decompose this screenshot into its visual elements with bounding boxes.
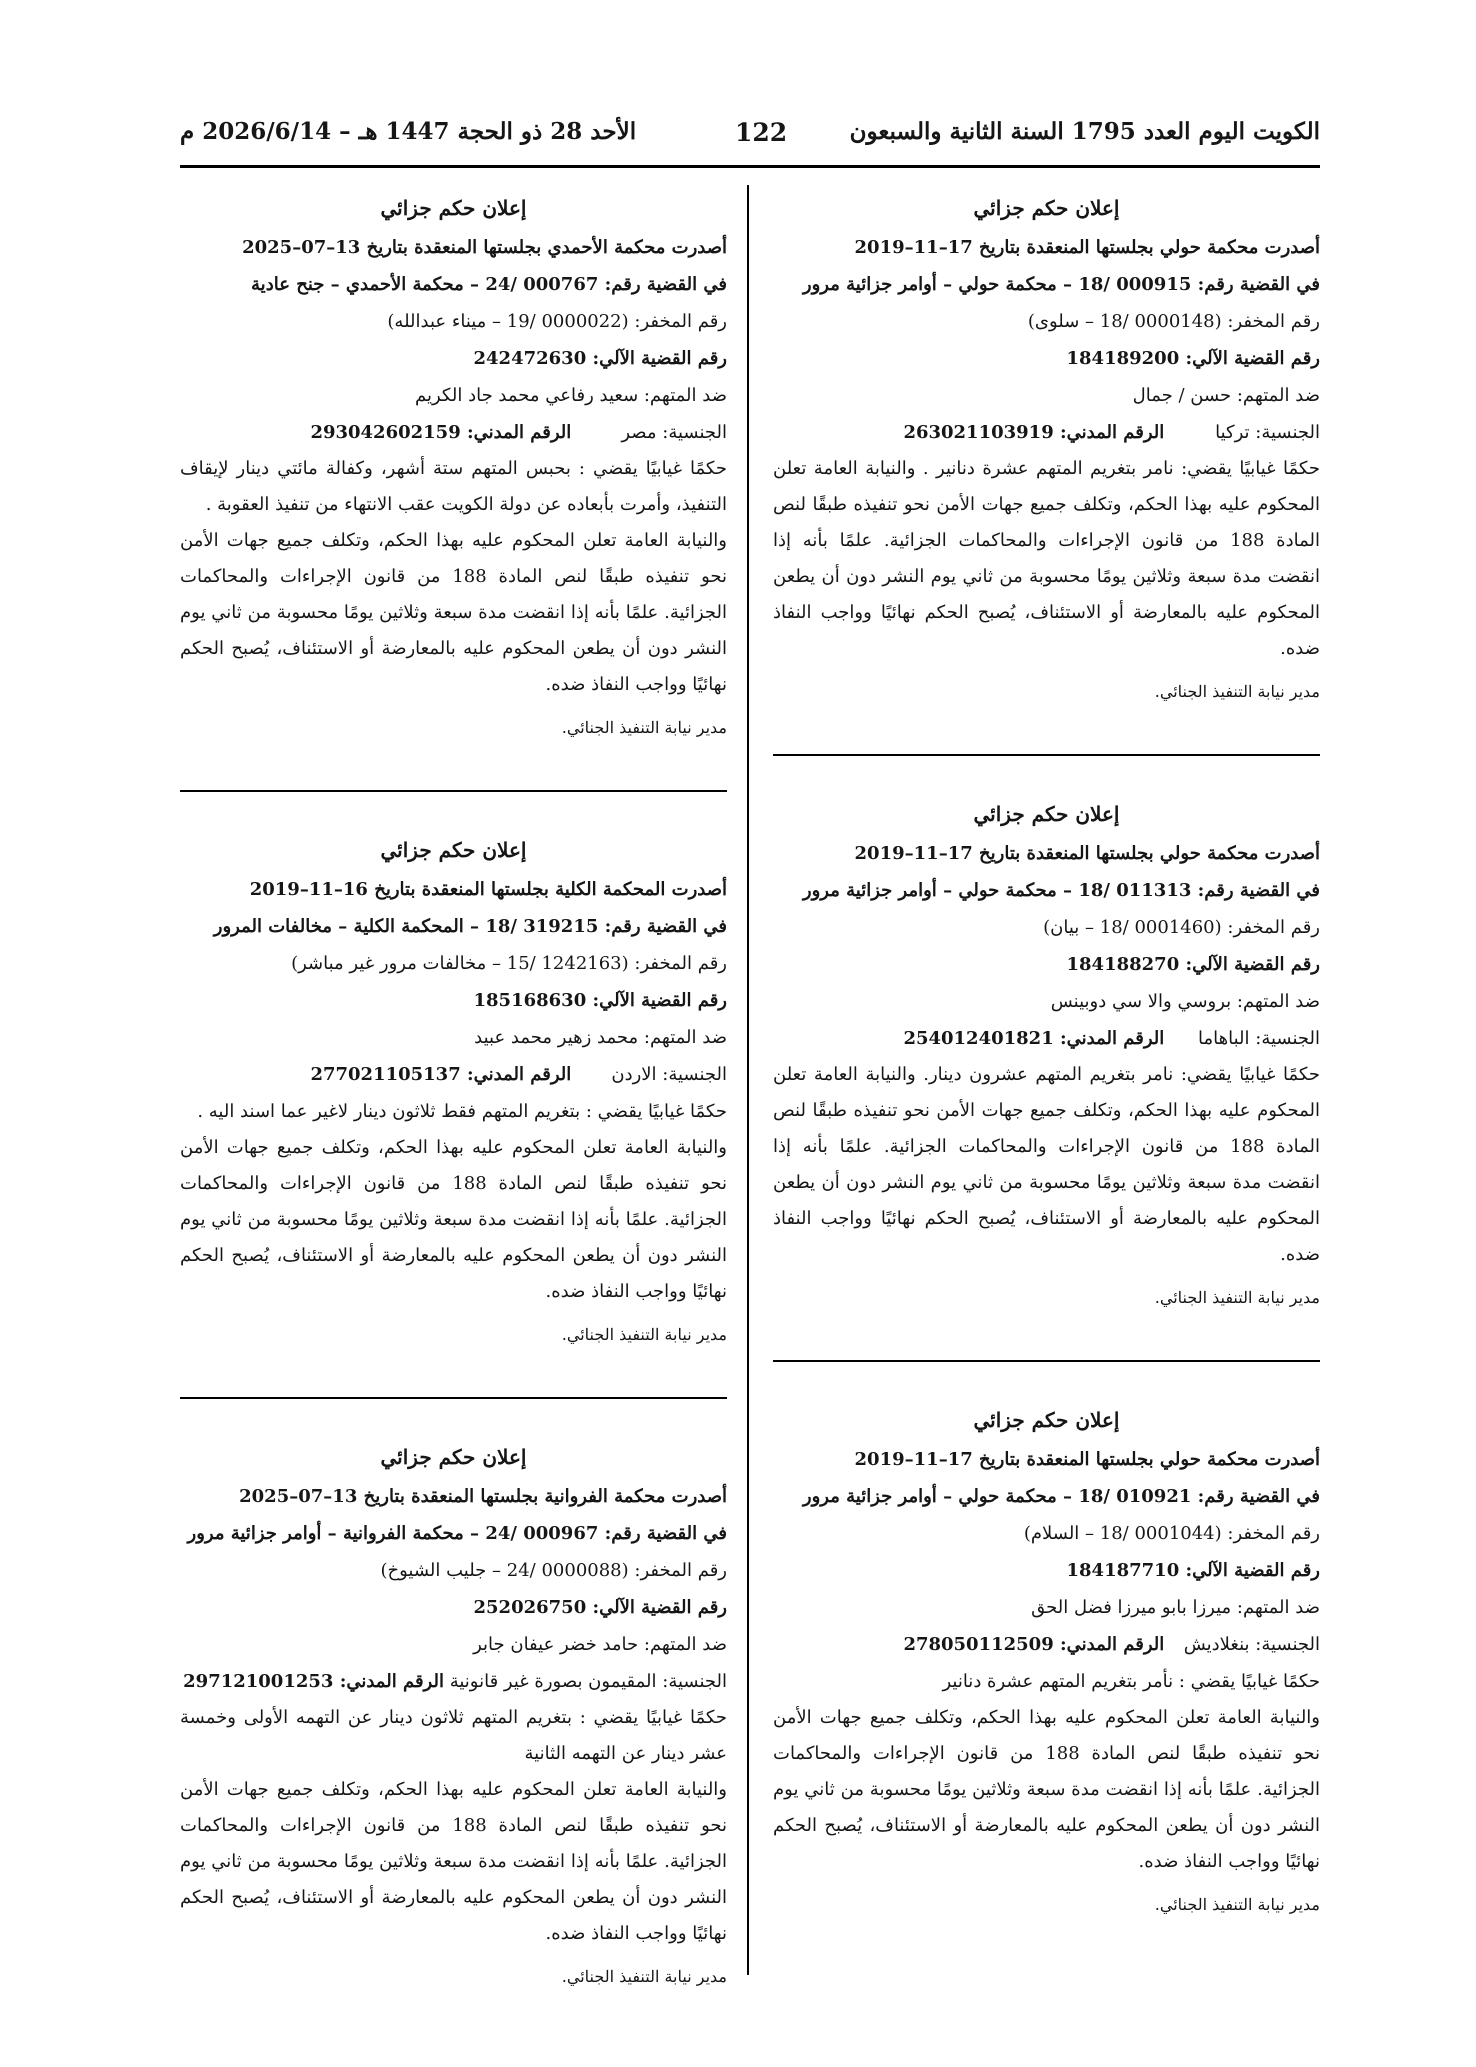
station-number: رقم المخفر: (0001460 /18 – بيان)	[1043, 917, 1320, 938]
issue-date: الأحد 28 ذو الحجة 1447 هـ – 2026/6/14 م	[180, 118, 637, 145]
notice-title: إعلان حكم جزائي	[973, 1408, 1120, 1432]
case-number: في القضية رقم: 000967 /24 – محكمة الفروانية – أوامر جزائية مرور	[187, 1523, 727, 1544]
signature: مدير نيابة التنفيذ الجنائي.	[1154, 1895, 1320, 1914]
defendant: ضد المتهم: حامد خضر عيفان جابر	[473, 1634, 727, 1655]
court-line: أصدرت المحكمة الكلية بجلستها المنعقدة بتاريخ 16–11–2019	[249, 879, 727, 900]
nationality: الجنسية: المقيمون بصورة غير قانونية	[449, 1671, 727, 1692]
nationality: الجنسية: بنغلاديش	[1183, 1634, 1320, 1655]
civil-id: الرقم المدني: 297121001253	[183, 1671, 444, 1692]
notice-body: والنيابة العامة تعلن المحكوم عليه بهذا الحكم، وتكلف جميع جهات الأمن نحو تنفيذه طبقًا لنص المادة 188 من قانون الإجراءات والمحاكمات الجزائية. علمًا بأنه إذا انقضت مدة سبعة وثلاثين يومًا محسوبة من ثاني يوم النشر دون أن يطعن المحكوم عليه بالمعارضة أو الاستئناف، يُصبح الحكم نهائيًا وواجب النفاذ ضده.	[180, 1137, 727, 1302]
signature: مدير نيابة التنفيذ الجنائي.	[561, 718, 727, 737]
notice-title: إعلان حكم جزائي	[380, 838, 527, 862]
right-column	[773, 190, 1320, 1923]
notice-separator	[180, 1397, 727, 1399]
defendant: ضد المتهم: بروسي والا سي دوبينس	[1050, 991, 1320, 1012]
court-line: أصدرت محكمة الأحمدي بجلستها المنعقدة بتاريخ 13–07–2025	[242, 237, 727, 258]
case-number: في القضية رقم: 000767 /24 – محكمة الأحمدي – جنح عادية	[251, 274, 727, 295]
judgment-text: حكمًا غيابيًا يقضي : بتغريم المتهم ثلاثون دينار عن التهمه الأولى وخمسة عشر دينار عن التهمه الثانية	[180, 1707, 727, 1764]
civil-id: الرقم المدني: 254012401821	[903, 1028, 1165, 1049]
notice-separator	[773, 1360, 1320, 1362]
nationality: الجنسية: الباهاما	[1198, 1028, 1320, 1049]
judgment-notice	[773, 1402, 1320, 1923]
station-number: رقم المخفر: (0000022 /19 – ميناء عبدالله)	[387, 311, 727, 332]
case-number: في القضية رقم: 319215 /18 – المحكمة الكلية – مخالفات المرور	[213, 916, 727, 937]
civil-id: الرقم المدني: 293042602159	[310, 422, 572, 443]
judgment-notice	[773, 190, 1320, 710]
court-line: أصدرت محكمة حولي بجلستها المنعقدة بتاريخ 17–11–2019	[854, 237, 1320, 258]
defendant: ضد المتهم: ميرزا بابو ميرزا فضل الحق	[1031, 1597, 1320, 1618]
judgment-notice	[180, 1439, 727, 1995]
column-divider	[747, 185, 749, 1975]
nationality: الجنسية: مصر	[621, 422, 727, 443]
station-number: رقم المخفر: (0001044 /18 – السلام)	[1023, 1523, 1320, 1544]
signature: مدير نيابة التنفيذ الجنائي.	[561, 1325, 727, 1344]
civil-id: الرقم المدني: 263021103919	[903, 422, 1165, 443]
civil-id: الرقم المدني: 277021105137	[310, 1064, 572, 1085]
defendant: ضد المتهم: محمد زهير محمد عبيد	[474, 1027, 727, 1048]
case-number: في القضية رقم: 000915 /18 – محكمة حولي – أوامر جزائية مرور	[802, 274, 1320, 295]
auto-case-number: رقم القضية الآلي: 242472630	[473, 348, 727, 369]
auto-case-number: رقم القضية الآلي: 185168630	[473, 990, 727, 1011]
civil-id: الرقم المدني: 278050112509	[903, 1634, 1165, 1655]
judgment-text: حكمًا غيابيًا يقضي : بتغريم المتهم فقط ثلاثون دينار لاغير عما اسند اليه .	[197, 1101, 727, 1122]
notice-title: إعلان حكم جزائي	[380, 1445, 527, 1469]
judgment-text: حكمًا غيابيًا يقضي : نأمر بتغريم المتهم عشرة دنانير	[942, 1671, 1320, 1692]
station-number: رقم المخفر: (1242163 /15 – مخالفات مرور غير مباشر)	[291, 953, 727, 974]
case-number: في القضية رقم: 010921 /18 – محكمة حولي – أوامر جزائية مرور	[802, 1486, 1320, 1507]
notice-body: والنيابة العامة تعلن المحكوم عليه بهذا الحكم، وتكلف جميع جهات الأمن نحو تنفيذه طبقًا لنص المادة 188 من قانون الإجراءات والمحاكمات الجزائية. علمًا بأنه إذا انقضت مدة سبعة وثلاثين يومًا محسوبة من ثاني يوم النشر دون أن يطعن المحكوم عليه بالمعارضة أو الاستئناف، يُصبح الحكم نهائيًا وواجب النفاذ ضده.	[180, 530, 727, 695]
signature: مدير نيابة التنفيذ الجنائي.	[561, 1967, 727, 1986]
signature: مدير نيابة التنفيذ الجنائي.	[1154, 682, 1320, 701]
notice-body: والنيابة العامة تعلن المحكوم عليه بهذا الحكم، وتكلف جميع جهات الأمن نحو تنفيذه طبقًا لنص المادة 188 من قانون الإجراءات والمحاكمات الجزائية. علمًا بأنه إذا انقضت مدة سبعة وثلاثين يومًا محسوبة من ثاني يوم النشر دون أن يطعن المحكوم عليه بالمعارضة أو الاستئناف، يُصبح الحكم نهائيًا وواجب النفاذ ضده.	[180, 1779, 727, 1944]
page-number: 122	[735, 118, 788, 147]
court-line: أصدرت محكمة حولي بجلستها المنعقدة بتاريخ 17–11–2019	[854, 843, 1320, 864]
judgment-notice	[180, 832, 727, 1353]
notice-separator	[180, 790, 727, 792]
nationality: الجنسية: تركيا	[1215, 422, 1320, 443]
nationality: الجنسية: الاردن	[611, 1064, 727, 1085]
judgment-notice	[773, 796, 1320, 1316]
notice-title: إعلان حكم جزائي	[973, 196, 1120, 220]
defendant: ضد المتهم: سعيد رفاعي محمد جاد الكريم	[415, 385, 727, 406]
auto-case-number: رقم القضية الآلي: 184188270	[1066, 954, 1320, 975]
case-number: في القضية رقم: 011313 /18 – محكمة حولي – أوامر جزائية مرور	[802, 880, 1320, 901]
notice-title: إعلان حكم جزائي	[973, 802, 1120, 826]
page-header	[180, 118, 1320, 162]
station-number: رقم المخفر: (0000088 /24 – جليب الشيوخ)	[380, 1560, 727, 1581]
signature: مدير نيابة التنفيذ الجنائي.	[1154, 1288, 1320, 1307]
auto-case-number: رقم القضية الآلي: 252026750	[473, 1597, 727, 1618]
notice-body: حكمًا غيابيًا يقضي: نامر بتغريم المتهم عشرة دنانير . والنيابة العامة تعلن المحكوم عليه بهذا الحكم، وتكلف جميع جهات الأمن نحو تنفيذه طبقًا لنص المادة 188 من قانون الإجراءات والمحاكمات الجزائية. علمًا بأنه إذا انقضت مدة سبعة وثلاثين يومًا محسوبة من ثاني يوم النشر دون أن يطعن المحكوم عليه بالمعارضة أو الاستئناف، يُصبح الحكم نهائيًا وواجب النفاذ ضده.	[773, 458, 1320, 659]
court-line: أصدرت محكمة الفروانية بجلستها المنعقدة بتاريخ 13–07–2025	[239, 1486, 727, 1507]
judgment-notice	[180, 190, 727, 746]
notice-body: والنيابة العامة تعلن المحكوم عليه بهذا الحكم، وتكلف جميع جهات الأمن نحو تنفيذه طبقًا لنص المادة 188 من قانون الإجراءات والمحاكمات الجزائية. علمًا بأنه إذا انقضت مدة سبعة وثلاثين يومًا محسوبة من ثاني يوم النشر دون أن يطعن المحكوم عليه بالمعارضة أو الاستئناف، يُصبح الحكم نهائيًا وواجب النفاذ ضده.	[773, 1707, 1320, 1872]
header-rule	[180, 165, 1320, 168]
notice-title: إعلان حكم جزائي	[380, 196, 527, 220]
auto-case-number: رقم القضية الآلي: 184187710	[1066, 1560, 1320, 1581]
notice-body: حكمًا غيابيًا يقضي: نامر بتغريم المتهم عشرون دينار. والنيابة العامة تعلن المحكوم عليه بهذا الحكم، وتكلف جميع جهات الأمن نحو تنفيذه طبقًا لنص المادة 188 من قانون الإجراءات والمحاكمات الجزائية. علمًا بأنه إذا انقضت مدة سبعة وثلاثين يومًا محسوبة من ثاني يوم النشر دون أن يطعن المحكوم عليه بالمعارضة أو الاستئناف، يُصبح الحكم نهائيًا وواجب النفاذ ضده.	[773, 1064, 1320, 1265]
left-column	[180, 190, 727, 1995]
judgment-text: حكمًا غيابيًا يقضي : بحبس المتهم ستة أشهر، وكفالة مائتي دينار لإيقاف التنفيذ، وأمرت بأبعاده عن دولة الكويت عقب الانتهاء من تنفيذ العقوبة .	[180, 458, 727, 515]
gazette-issue-info: الكويت اليوم العدد 1795 السنة الثانية والسبعون	[849, 118, 1320, 145]
notice-separator	[773, 754, 1320, 756]
station-number: رقم المخفر: (0000148 /18 – سلوى)	[1027, 311, 1320, 332]
defendant: ضد المتهم: حسن / جمال	[1132, 385, 1320, 406]
court-line: أصدرت محكمة حولي بجلستها المنعقدة بتاريخ 17–11–2019	[854, 1449, 1320, 1470]
auto-case-number: رقم القضية الآلي: 184189200	[1066, 348, 1320, 369]
